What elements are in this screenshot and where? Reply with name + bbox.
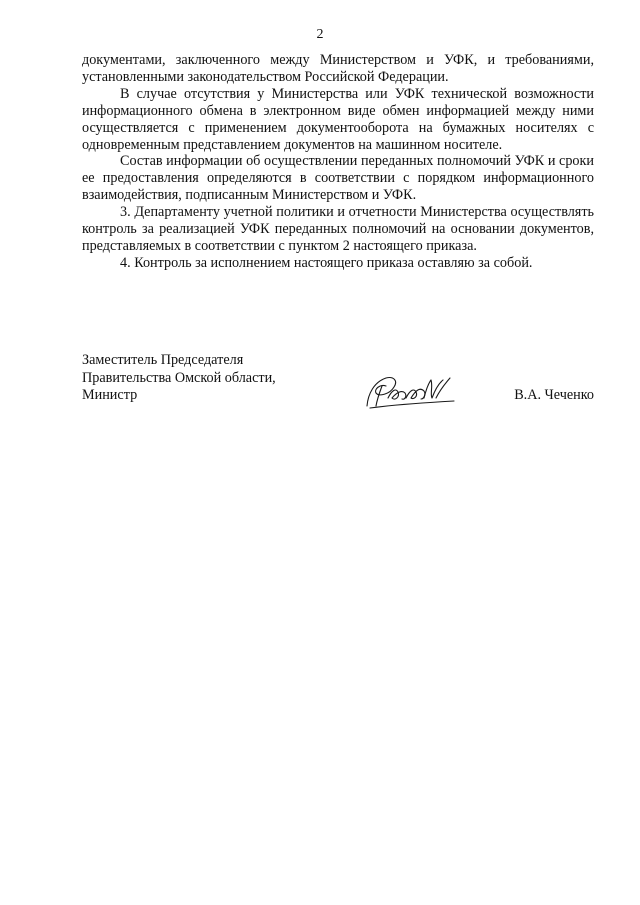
signature-block xyxy=(82,352,594,412)
paragraph-paper-exchange: В случае отсутствия у Министерства или УФК технической возможности информационного обмена в электронном виде обмен информацией между ними осуществляется с применением документооборота на бумажных носителях с одновременным представлением документов на машинном носителе. xyxy=(82,85,594,153)
paragraph-item-3: 3. Департаменту учетной политики и отчетности Министерства осуществлять контроль за реализацией УФК переданных полномочий на основании документов, представляемых в соответствии с пунктом 2 настоящего приказа. xyxy=(82,204,594,254)
paragraph-continuation: документами, заключенного между Министерством и УФК, и требованиями, установленными законодательством Российской Федерации. xyxy=(82,52,594,85)
signer-title-line: Заместитель Председателя xyxy=(82,352,244,368)
paragraph-information-composition: Состав информации об осуществлении переданных полномочий УФК и сроки ее предоставления определяются в соответствии с порядком информационного взаимодействия, подписанным Министерством и УФК. xyxy=(82,153,594,204)
handwritten-signature xyxy=(364,372,459,412)
signer-title-line: Правительства Омской области, xyxy=(82,369,276,386)
signer-title xyxy=(82,352,342,405)
signer-title-line: Министр xyxy=(82,387,138,403)
signer-name: В.А. Чеченко xyxy=(514,387,594,403)
document-body xyxy=(82,52,594,272)
page-number: 2 xyxy=(316,27,324,42)
paragraph-item-4: 4. Контроль за исполнением настоящего приказа оставляю за собой. xyxy=(120,254,533,271)
